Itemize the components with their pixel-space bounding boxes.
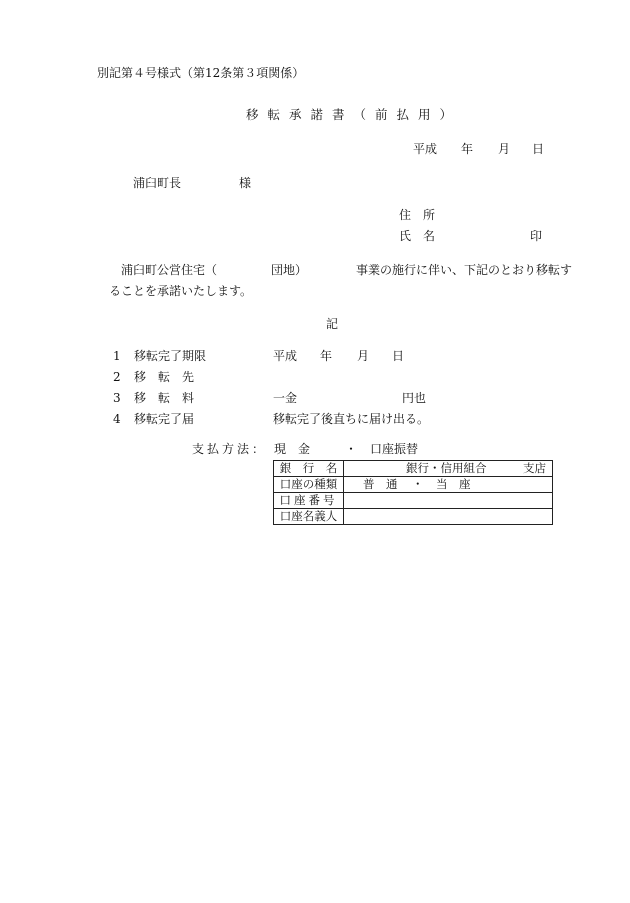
item-label: 移 転 先 [134,370,195,384]
item-label: 移転完了期限 [134,349,207,363]
item-number: 2 [113,370,121,384]
bank-type-text: 銀行・信用組合 [406,461,487,475]
addressee-honorific: 様 [239,176,252,190]
bank-info-table [273,460,553,525]
body-part1: 浦臼町公営住宅（ [121,263,218,277]
date-day: 日 [532,142,545,156]
account-type-current: 当 座 [436,477,471,491]
body-part2: 団地） [271,263,308,277]
fee-suffix: 円也 [402,391,427,405]
address-label: 住 所 [399,208,436,222]
deadline-era: 平成 [273,349,298,363]
date-year: 年 [461,142,474,156]
name-label: 氏 名 [399,229,436,243]
account-number-label: 口座番号 [274,493,344,509]
deadline-year: 年 [320,349,333,363]
body-line2: ることを承諾いたします。 [109,284,253,298]
deadline-day: 日 [392,349,405,363]
deadline-month: 月 [357,349,370,363]
bank-name-cell [344,461,553,477]
payment-label: 支払方法： [192,442,268,456]
completion-note: 移転完了後直ちに届け出る。 [273,412,430,426]
table-row [274,461,553,477]
bank-name-label: 銀 行 名 [274,461,344,477]
payment-transfer: 口座振替 [370,442,419,456]
addressee-name: 浦臼町長 [133,176,182,190]
branch-text: 支店 [523,461,546,475]
table-row [274,509,553,525]
item-label: 移転完了届 [134,412,195,426]
payment-cash: 現 金 [274,442,311,456]
account-type-separator: ・ [412,477,424,491]
account-holder-label: 口座名義人 [274,509,344,525]
fee-prefix: 一金 [273,391,298,405]
item-number: 4 [113,412,121,426]
account-type-label: 口座の種類 [274,477,344,493]
account-type-cell [344,477,553,493]
body-part3: 事業の施行に伴い、下記のとおり移転す [356,263,573,277]
payment-separator: ・ [345,442,358,456]
table-row [274,493,553,509]
account-number-cell [344,493,553,509]
item-number: 1 [113,349,121,363]
table-row [274,477,553,493]
account-holder-cell [344,509,553,525]
ki-heading: 記 [326,317,339,331]
date-era: 平成 [413,142,438,156]
document-title: 移転承諾書（前払用） [246,107,462,122]
date-month: 月 [498,142,511,156]
seal-mark: 印 [530,229,543,243]
account-type-ordinary: 普 通 [363,477,398,491]
form-label: 別記第４号様式（第12条第３項関係） [97,66,305,80]
item-label: 移 転 料 [134,391,195,405]
item-number: 3 [113,391,121,405]
